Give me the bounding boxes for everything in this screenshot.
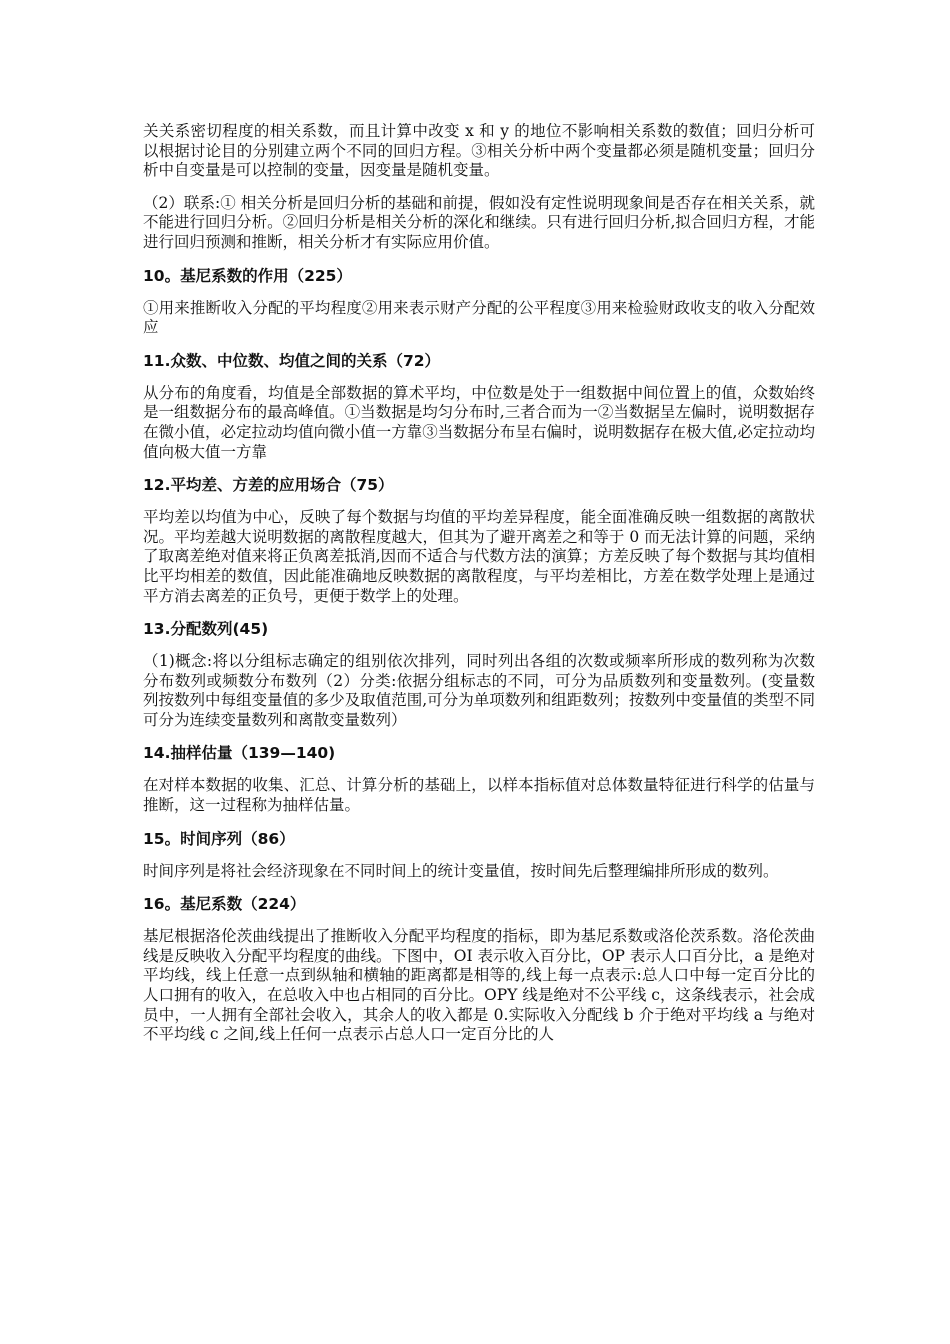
- document-page: [143, 122, 815, 1058]
- paragraph-mean-deviation-variance: 平均差以均值为中心，反映了每个数据与均值的平均差异程度，能全面准确反映一组数据的离散状况。平均差越大说明数据的离散程度越大，但其为了避开离差之和等于 0 而无法计算的问题，采纳了取离差绝对值来将正负离差抵消,因而不适合与代数方法的演算；方差反映了每个数据与其均值相比平均相差的数值，因此能准确地反映数据的离散程度，与平均差相比，方差在数学处理上是通过平方消去离差的正负号，更便于数学上的处理。: [143, 508, 815, 605]
- paragraph-correlation-differences: 关关系密切程度的相关系数，而且计算中改变 x 和 y 的地位不影响相关系数的数值；回归分析可以根据讨论目的分别建立两个不同的回归方程。③相关分析中两个变量都必须是随机变量；回归分析中自变量是可以控制的变量，因变量是随机变量。: [143, 122, 815, 180]
- paragraph-sampling-estimation: 在对样本数据的收集、汇总、计算分析的基础上，以样本指标值对总体数量特征进行科学的估量与推断，这一过程称为抽样估量。: [143, 776, 815, 815]
- heading-distribution-series: 13.分配数列(45): [143, 620, 269, 639]
- heading-time-series: 15。时间序列（86）: [143, 829, 295, 848]
- paragraph-gini-coefficient: 基尼根据洛伦茨曲线提出了推断收入分配平均程度的指标，即为基尼系数或洛伦茨系数。洛伦茨曲线是反映收入分配平均程度的曲线。下图中，OI 表示收入百分比，OP 表示人口百分比，a 是绝对平均线，线上任意一点到纵轴和横轴的距离都是相等的,线上每一点表示:总人口中每一定百分比的人口拥有的收入，在总收入中也占相同的百分比。OPY 线是绝对不公平线 c，这条线表示，社会成员中，一人拥有全部社会收入，其余人的收入都是 0.实际收入分配线 b 介于绝对平均线 a 与绝对不平均线 c 之间,线上任何一点表示占总人口一定百分比的人: [143, 927, 815, 1044]
- paragraph-distribution-series: （1)概念:将以分组标志确定的组别依次排列，同时列出各组的次数或频率所形成的数列称为次数分布数列或频数分布数列（2）分类:依据分组标志的不同，可分为品质数列和变量数列。(变量数列按数列中每组变量值的多少及取值范围,可分为单项数列和组距数列；按数列中变量值的类型不同可分为连续变量数列和离散变量数列）: [143, 652, 815, 729]
- heading-gini-coefficient: 16。基尼系数（224）: [143, 895, 306, 914]
- paragraph-gini-function: ①用来推断收入分配的平均程度②用来表示财产分配的公平程度③用来检验财政收支的收入分配效应: [143, 298, 815, 337]
- paragraph-mode-median-mean: 从分布的角度看，均值是全部数据的算术平均，中位数是处于一组数据中间位置上的值，众数始终是一组数据分布的最高峰值。①当数据是均匀分布时,三者合而为一②当数据呈左偏时，说明数据存在微小值，必定拉动均值向微小值一方靠③当数据分布呈右偏时，说明数据存在极大值,必定拉动均值向极大值一方靠: [143, 383, 815, 461]
- paragraph-correlation-connection: （2）联系:① 相关分析是回归分析的基础和前提，假如没有定性说明现象间是否存在相关关系，就不能进行回归分析。②回归分析是相关分析的深化和继续。只有进行回归分析,拟合回归方程，才能进行回归预测和推断，相关分析才有实际应用价值。: [143, 193, 815, 251]
- heading-gini-function: 10。基尼系数的作用（225）: [143, 266, 352, 285]
- paragraph-time-series: 时间序列是将社会经济现象在不同时间上的统计变量值，按时间先后整理编排所形成的数列。: [143, 861, 779, 880]
- heading-mean-deviation-variance: 12.平均差、方差的应用场合（75）: [143, 476, 394, 495]
- heading-sampling-estimation: 14.抽样估量（139—140): [143, 744, 336, 763]
- heading-mode-median-mean: 11.众数、中位数、均值之间的关系（72）: [143, 351, 441, 370]
